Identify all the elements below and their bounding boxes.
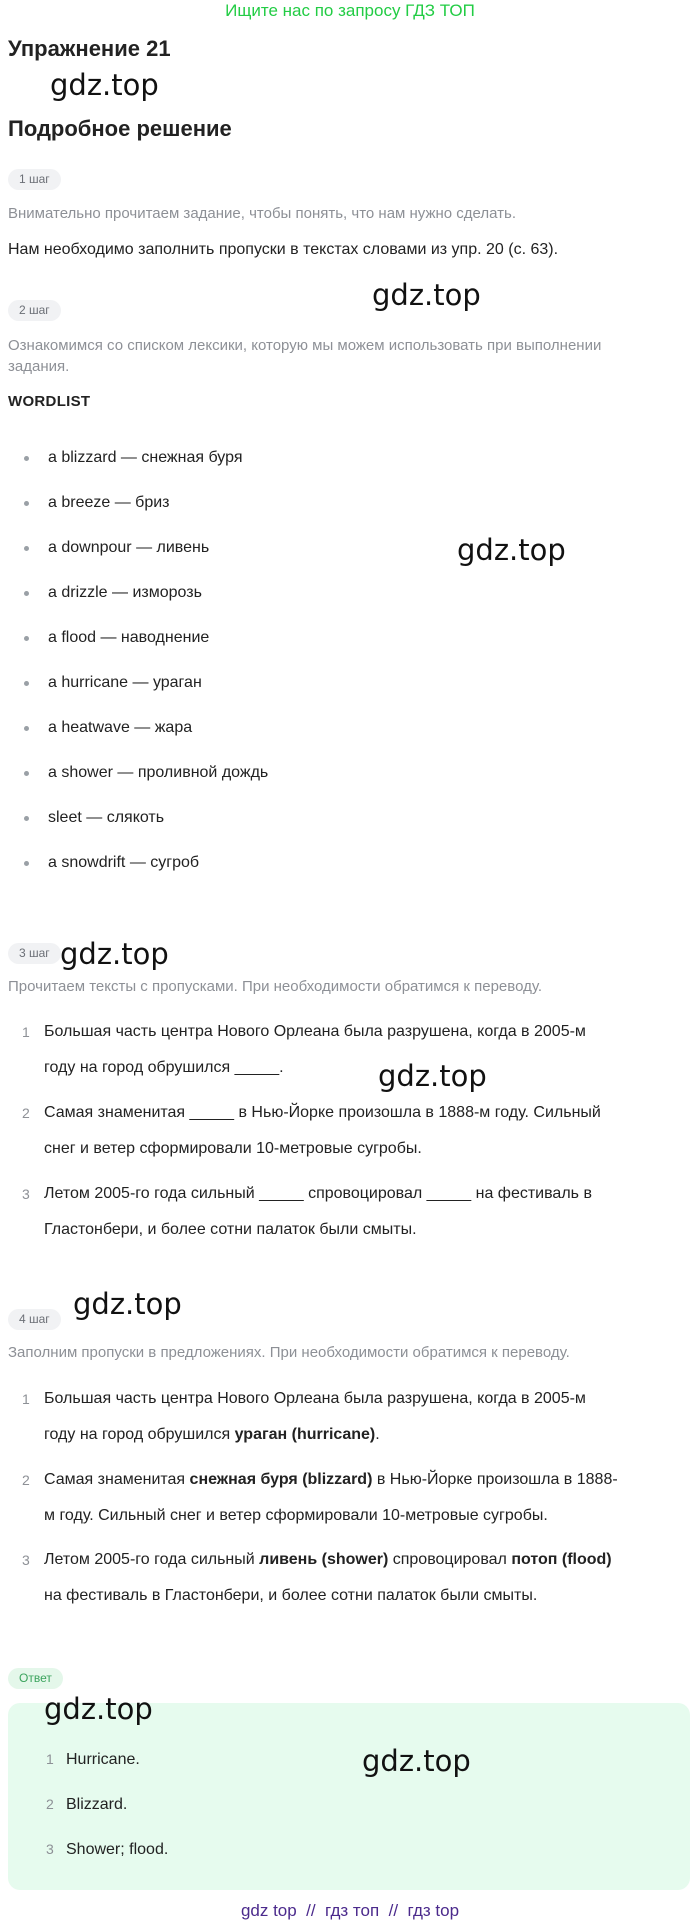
- solution-heading: Подробное решение: [8, 116, 232, 141]
- step-1-text: Нам необходимо заполнить пропуски в текстах словами из упр. 20 (с. 63).: [8, 241, 559, 258]
- watermark: gdz.top: [60, 937, 169, 971]
- list-item: [22, 1542, 672, 1614]
- list-item: [22, 1176, 672, 1248]
- bullet-icon: [24, 816, 29, 821]
- bullet-icon: [24, 771, 29, 776]
- bullet-icon: [24, 861, 29, 866]
- step-badge: 2 шаг: [8, 300, 61, 321]
- item-text-line1: Летом 2005-го года сильный _____ спровоцировал _____ на фестиваль в: [44, 1185, 592, 1202]
- item-number: 1: [46, 1751, 54, 1767]
- watermark: gdz.top: [378, 1059, 487, 1093]
- step-2-hint-line2: задания.: [8, 358, 70, 375]
- step-badge: 1 шаг: [8, 169, 61, 190]
- exercise-title: Упражнение 21: [8, 36, 171, 61]
- footer-links[interactable]: gdz top // гдз топ // гдз top: [240, 1901, 460, 1920]
- answer-text: Hurricane.: [66, 1751, 140, 1768]
- step-2-section: [8, 300, 61, 321]
- step-2-hint-line1: Ознакомимся со списком лексики, которую мы можем использовать при выполнении: [8, 337, 602, 354]
- item-text-line1: Большая часть центра Нового Орлеана была разрушена, когда в 2005-м: [44, 1390, 586, 1407]
- answer-box: [8, 1692, 690, 1890]
- list-item: [22, 1095, 672, 1167]
- item-text-line2: Гластонбери, и более сотни палаток были смыты.: [44, 1221, 417, 1238]
- bullet-icon: [24, 456, 29, 461]
- item-number: 3: [22, 1186, 30, 1202]
- watermark: gdz.top: [44, 1692, 153, 1726]
- watermark: gdz.top: [362, 1744, 471, 1778]
- answer-word: ураган (hurricane): [234, 1426, 376, 1443]
- item-text-line1: Самая знаменитая _____ в Нью-Йорке произошла в 1888-м году. Сильный: [44, 1104, 601, 1121]
- step-4-hint: Заполним пропуски в предложениях. При необходимости обратимся к переводу.: [8, 1344, 570, 1361]
- list-item: [22, 1462, 672, 1534]
- step-3-section: [8, 943, 61, 964]
- item-text-line1: Летом 2005-го года сильный ливень (shower) спровоцировал потоп (flood): [44, 1551, 612, 1568]
- item-number: 3: [46, 1841, 54, 1857]
- top-banner[interactable]: Ищите нас по запросу ГДЗ ТОП: [225, 1, 475, 20]
- bullet-icon: [24, 501, 29, 506]
- answer-text: Shower; flood.: [66, 1841, 169, 1858]
- watermark: gdz.top: [457, 533, 566, 567]
- answer-text: Blizzard.: [66, 1796, 128, 1813]
- watermark: gdz.top: [73, 1287, 182, 1321]
- item-text-line2: м году. Сильный снег и ветер сформировали 10-метровые сугробы.: [44, 1507, 548, 1524]
- answer-word: снежная буря (blizzard): [189, 1471, 373, 1488]
- item-text-line2: году на город обрушился _____.: [44, 1059, 284, 1076]
- bullet-icon: [24, 681, 29, 686]
- item-text-line2: году на город обрушился ураган (hurricane).: [44, 1426, 380, 1443]
- answer-word: потоп (flood): [511, 1551, 612, 1568]
- item-number: 3: [22, 1552, 30, 1568]
- watermark: gdz.top: [50, 68, 159, 102]
- answer-word: ливень (shower): [259, 1551, 389, 1568]
- item-text-line1: Большая часть центра Нового Орлеана была разрушена, когда в 2005-м: [44, 1023, 586, 1040]
- item-number: 2: [46, 1796, 54, 1812]
- step-badge: 3 шаг: [8, 943, 61, 964]
- item-text-line2: на фестиваль в Гластонбери, и более сотни палаток были смыты.: [44, 1587, 538, 1604]
- list-item: [22, 1014, 672, 1086]
- step-4-section: [8, 1309, 61, 1330]
- answer-section: [8, 1668, 63, 1689]
- step-1-section: [8, 169, 61, 190]
- list-item: [22, 1381, 672, 1453]
- step-1-hint: Внимательно прочитаем задание, чтобы понять, что нам нужно сделать.: [8, 205, 517, 222]
- item-number: 1: [22, 1024, 30, 1040]
- bullet-icon: [24, 636, 29, 641]
- bullet-icon: [24, 726, 29, 731]
- step-3-hint: Прочитаем тексты с пропусками. При необходимости обратимся к переводу.: [8, 978, 543, 995]
- watermark: gdz.top: [372, 278, 481, 312]
- step-badge: 4 шаг: [8, 1309, 61, 1330]
- item-number: 2: [22, 1472, 30, 1488]
- item-number: 2: [22, 1105, 30, 1121]
- item-number: 1: [22, 1391, 30, 1407]
- wordlist-title: WORDLIST: [8, 393, 91, 410]
- answer-badge: Ответ: [8, 1668, 63, 1689]
- bullet-icon: [24, 546, 29, 551]
- item-text-line1: Самая знаменитая снежная буря (blizzard) в Нью-Йорке произошла в 1888-: [44, 1471, 618, 1488]
- item-text-line2: снег и ветер сформировали 10-метровые сугробы.: [44, 1140, 422, 1157]
- bullet-icon: [24, 591, 29, 596]
